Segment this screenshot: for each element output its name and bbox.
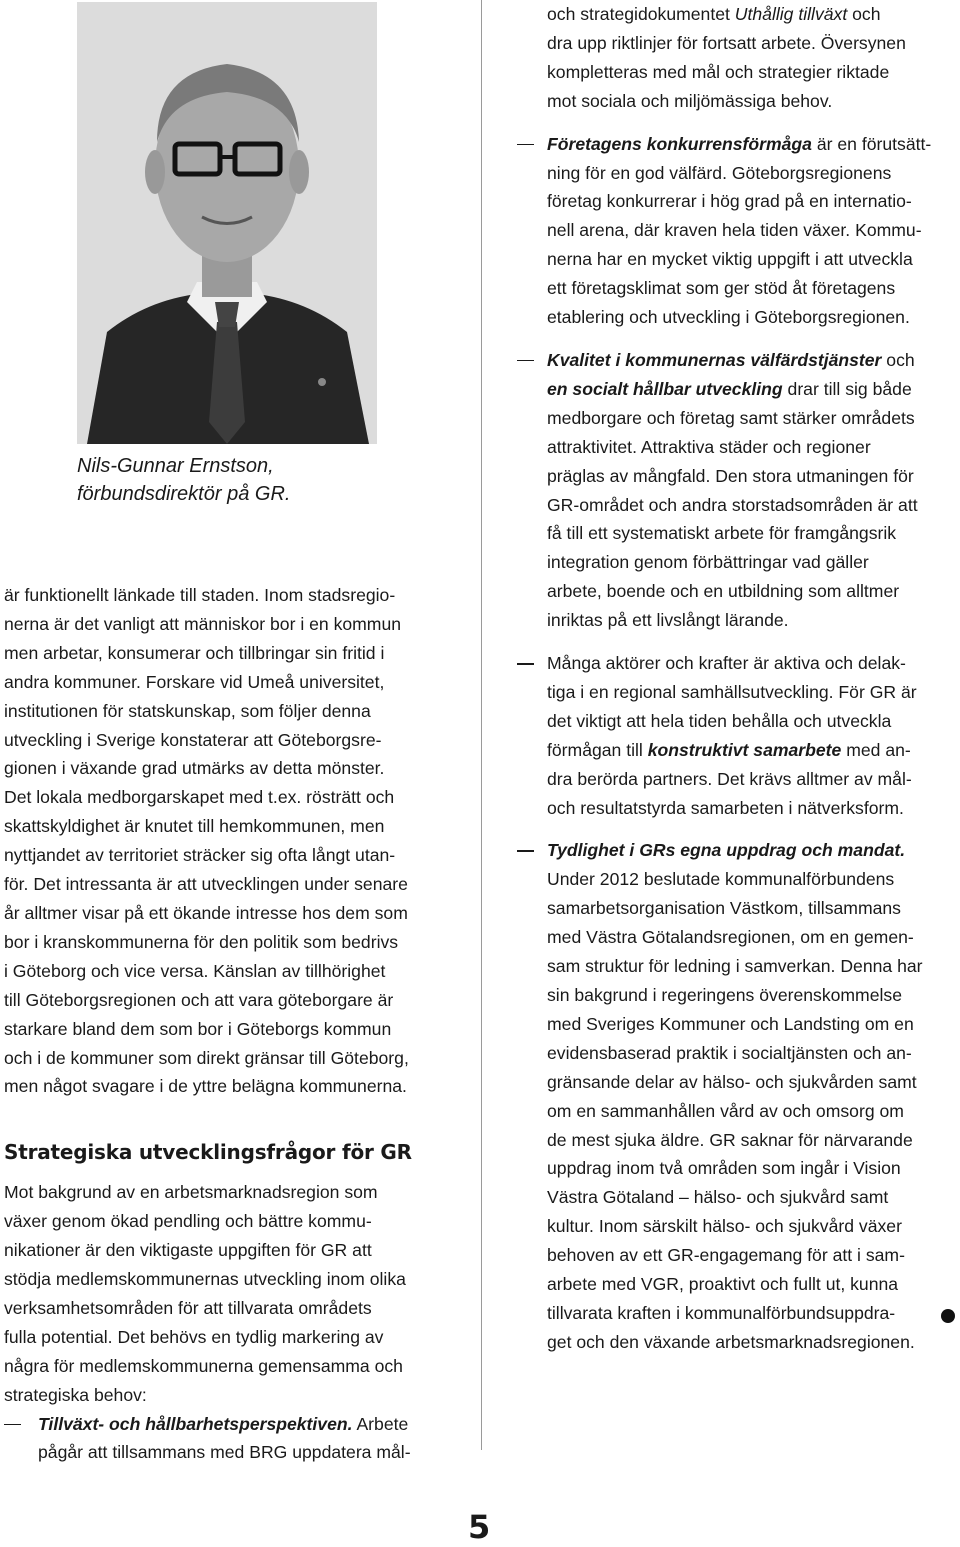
text-line: nikationer är den viktigaste uppgiften för GR att	[4, 1240, 372, 1261]
text-line: institutionen för statskunskap, som följer denna	[4, 700, 371, 721]
text-line: strategiska behov:	[4, 1384, 147, 1405]
text-line: sin bakgrund i regeringens överenskommelse	[547, 985, 902, 1005]
bullet-tillvaxt-continued: och strategidokumentet Uthållig tillväxt och dra upp riktlinjer för fortsatt arbete. Översynen kompletteras med mål och strategier riktade mot sociala och miljömässiga behov.	[547, 0, 957, 116]
text-line: Under 2012 beslutade kommunalförbundens	[547, 869, 895, 890]
text-line: några för medlemskommunerna gemensamma och	[4, 1355, 403, 1376]
text-line: dra upp riktlinjer för fortsatt arbete. Översynen	[547, 32, 906, 53]
section-heading: Strategiska utvecklingsfrågor för GR	[4, 1140, 412, 1165]
text-line: mot sociala och miljömässiga behov.	[547, 90, 833, 111]
bullet-title: Företagens konkurrensförmåga	[547, 133, 812, 154]
bullet-title: Tydlighet i GRs egna uppdrag och mandat.	[547, 840, 906, 861]
bullet-aktorer: Många aktörer och krafter är aktiva och delak- tiga i en regional samhällsutveckling. För GR är det viktigt att hela tiden behålla och utveckla förmågan till konstruktivt samarbete med an- dra berörda partners. Det krävs alltmer av mål- och resultatstyrda samarbeten i nätverksform.	[547, 649, 957, 822]
column-divider	[481, 0, 482, 1450]
intro-paragraph	[4, 581, 451, 1101]
text-line: skattskyldighet är knutet till hemkommunen, men	[4, 816, 385, 837]
text-line: Det lokala medborgarskapet med t.ex. rösträtt och	[4, 787, 395, 808]
text-line: präglas av mångfald. Den stora utmaningen för	[547, 465, 914, 486]
text-line: verksamhetsområden för att tillvarata områdets	[4, 1297, 372, 1318]
text-line: ning för en god välfärd. Göteborgsregionens	[547, 162, 892, 183]
text-line: sam struktur för ledning i samverkan. Denna har	[547, 956, 923, 977]
left-column	[4, 581, 451, 1467]
bullet-tydlighet	[547, 836, 957, 1356]
text-line: växer genom ökad pendling och bättre kommu-	[4, 1211, 372, 1232]
text-line: företag konkurrerar i hög grad på en internatio-	[547, 191, 912, 212]
text-line: nyttjandet av territoriet sträcker sig ofta långt utan-	[4, 845, 396, 866]
text-line: kultur. Inom särskilt hälso- och sjukvård växer	[547, 1216, 902, 1237]
text-line: evidensbaserad praktik i socialtjänsten och an-	[547, 1042, 912, 1063]
text-line: utveckling i Sverige konstaterar att Göteborgsre-	[4, 729, 382, 750]
dash-marker	[517, 850, 534, 852]
page-number: 5	[468, 1508, 491, 1546]
text-line: bor i kranskommunerna för den politik som bedrivs	[4, 931, 399, 952]
text-line: Mot bakgrund av en arbetsmarknadsregion som	[4, 1182, 378, 1203]
text-line: andra kommuner. Forskare vid Umeå universitet,	[4, 671, 385, 692]
text-line: gionen i växande grad utmärks av detta mönster.	[4, 758, 385, 779]
body-paragraph	[4, 1178, 451, 1409]
text-line: med Sveriges Kommuner och Landsting om en	[547, 1013, 914, 1034]
text-line: kompletteras med mål och strategier riktade	[547, 61, 890, 82]
text-line: GR-området och andra storstadsområden är att	[547, 494, 918, 515]
dash-marker	[4, 1424, 21, 1426]
bullet-kvalitet: Kvalitet i kommunernas välfärdstjänster och en socialt hållbar utveckling drar till sig både medborgare och företag samt stärker områdets attraktivitet. Attraktiva städer och regioner präglas av mångfald. Den stora utmaningen för GR-området och andra storstadsområden är att få till ett systematiskt arbete för framgångsrik integration genom förbättringar vad gäller arbete, boende och en utbildning som alltmer inriktas på ett livslångt lärande.	[547, 346, 957, 635]
bullet-title: Kvalitet i kommunernas välfärdstjänster	[547, 349, 882, 370]
text-line: etablering och utveckling i Göteborgsregionen.	[547, 307, 910, 328]
text-line: inriktas på ett livslångt lärande.	[547, 610, 789, 631]
portrait-photo	[77, 2, 377, 444]
text-line: nell arena, där kraven hela tiden växer. Kommu-	[547, 220, 922, 241]
dash-marker	[517, 144, 534, 146]
text-line: få till ett systematiskt arbete för framgångsrik	[547, 523, 897, 544]
text-line: men något svagare i de yttre belägna kommunerna.	[4, 1076, 407, 1097]
text-line: och i de kommuner som direkt gränsar till Göteborg,	[4, 1047, 409, 1068]
text-line: i Göteborg och vice versa. Känslan av tillhörighet	[4, 960, 386, 981]
right-column	[547, 0, 957, 1371]
text-line: attraktivitet. Attraktiva städer och regioner	[547, 436, 871, 457]
text-line: medborgare och företag samt stärker områdets	[547, 407, 915, 428]
text-line: nerna har en mycket viktig uppgift i att utveckla	[547, 249, 913, 270]
text-line: tillvarata kraften i kommunalförbundsuppdra-	[547, 1302, 896, 1323]
text-line: gränsande delar av hälso- och sjukvården samt	[547, 1071, 917, 1092]
text-line: arbete, boende och en utbildning som alltmer	[547, 581, 900, 602]
text-line: get och den växande arbetsmarknadsregionen.	[547, 1331, 915, 1352]
text-line: ett företagsklimat som ger stöd åt företagens	[547, 278, 896, 299]
text-line: uppdrag inom två områden som ingår i Vision	[547, 1158, 901, 1179]
text-line: arbete med VGR, proaktivt och fullt ut, kunna	[547, 1274, 899, 1295]
text-line: om en sammanhållen vård av och omsorg om	[547, 1100, 904, 1121]
text-line: stödja medlemskommunernas utveckling inom olika	[4, 1269, 406, 1290]
dash-marker	[517, 360, 534, 362]
text-line: fulla potential. Det behövs en tydlig markering av	[4, 1326, 384, 1347]
text-line: är funktionellt länkade till staden. Inom stadsregio-	[4, 585, 396, 605]
bullet-tillvaxt: Tillväxt- och hållbarhetsperspektiven. Arbete pågår att tillsammans med BRG uppdatera mål-	[38, 1410, 451, 1468]
text-line: men arbetar, konsumerar och tillbringar sin fritid i	[4, 642, 385, 663]
text-line: behoven av ett GR-engagemang för att i sam-	[547, 1245, 905, 1266]
text-line: till Göteborgsregionen och att vara göteborgare är	[4, 989, 394, 1010]
text-line: år alltmer visar på ett ökande intresse hos dem som	[4, 902, 408, 923]
end-of-article-dot	[941, 1309, 955, 1323]
text-line: nerna är det vanligt att människor bor i en kommun	[4, 613, 402, 634]
text-line: starkare bland dem som bor i Göteborgs kommun	[4, 1018, 392, 1039]
bullet-foretagens: Företagens konkurrensförmåga är en förutsätt- ning för en god välfärd. Göteborgsregionens företag konkurrerar i hög grad på en internatio- nell arena, där kraven hela tiden växer. Kommu- nerna har en mycket viktig uppgift i att utveckla ett företagsklimat som ger stöd åt företagens etablering och utveckling i Göteborgsregionen.	[547, 130, 957, 332]
text-line: Västra Götaland – hälso- och sjukvård samt	[547, 1187, 889, 1208]
bullet-title: Tillväxt- och hållbarhetsperspektiven.	[38, 1413, 353, 1434]
caption-title: förbundsdirektör på GR.	[77, 483, 291, 505]
text-line: de mest sjuka äldre. GR saknar för närvarande	[547, 1129, 913, 1150]
text-line: integration genom förbättringar vad gäller	[547, 552, 869, 573]
photo-caption	[77, 452, 377, 508]
text-line: med Västra Götalandsregionen, om en gemen-	[547, 927, 914, 948]
text-line: samarbetsorganisation Västkom, tillsammans	[547, 898, 901, 919]
text-line: för. Det intressanta är att utvecklingen under senare	[4, 874, 408, 895]
caption-name: Nils-Gunnar Ernstson,	[77, 455, 274, 477]
dash-marker	[517, 663, 534, 665]
